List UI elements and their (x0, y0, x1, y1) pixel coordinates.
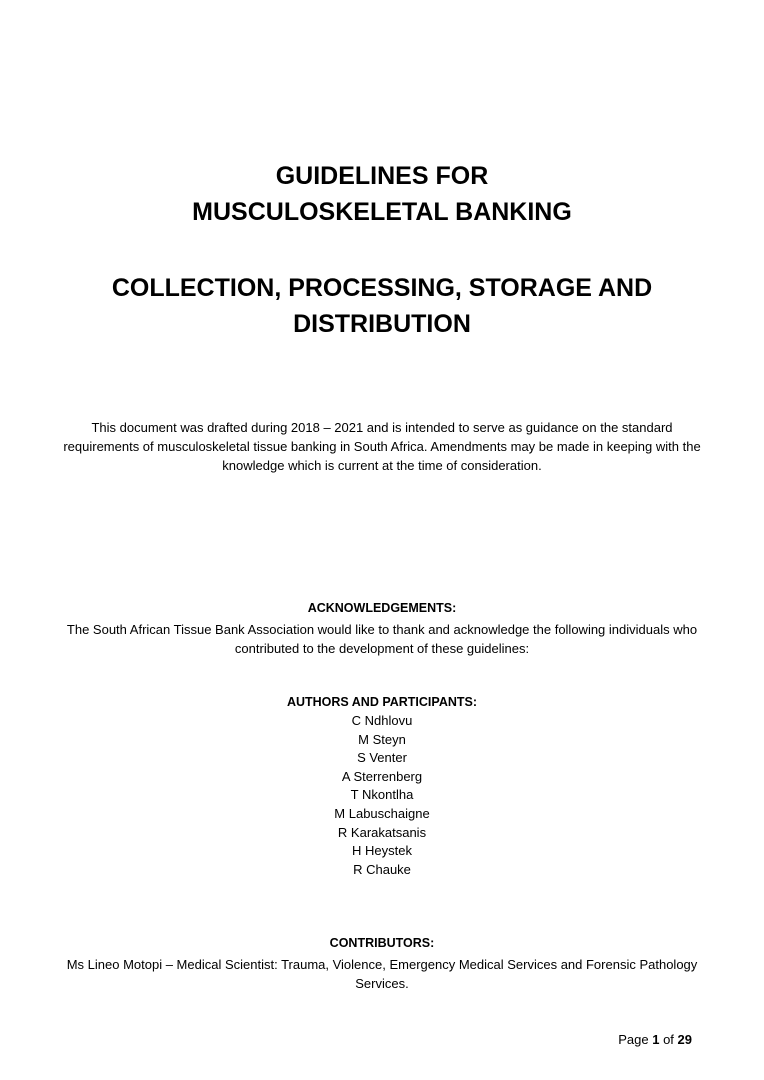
author-name: M Steyn (358, 731, 406, 747)
total-pages: 29 (677, 1032, 692, 1047)
page-number (618, 1031, 692, 1049)
current-page: 1 (652, 1032, 660, 1047)
author-name: A Sterrenberg (341, 768, 423, 784)
author-name: T Nkontlha (350, 787, 414, 803)
authors-heading: AUTHORS AND PARTICIPANTS: (286, 695, 478, 709)
author-name: R Chauke (353, 861, 411, 877)
of-label: of (663, 1032, 674, 1047)
subtitle-line-1: COLLECTION, PROCESSING, STORAGE AND (111, 274, 653, 302)
author-name: M Labuschaigne (334, 805, 430, 821)
document-title (0, 158, 764, 230)
contributors-heading: CONTRIBUTORS: (329, 936, 435, 950)
title-line-2: MUSCULOSKELETAL BANKING (192, 198, 572, 226)
acknowledgements-text: The South African Tissue Bank Association would like to thank and acknowledge the following individuals who contributed to the development of these guidelines: (66, 622, 698, 656)
author-name: H Heystek (352, 843, 412, 859)
author-name: C Ndhlovu (351, 713, 413, 728)
acknowledgements-heading: ACKNOWLEDGEMENTS: (307, 601, 457, 615)
author-name: R Karakatsanis (337, 824, 427, 840)
intro-paragraph: This document was drafted during 2018 – 2021 and is intended to serve as guidance on the standard requirements of musculoskeletal tissue banking in South Africa. Amendments may be made in keeping with the knowledge which is current at the time of consideration. (63, 420, 701, 473)
title-line-1: GUIDELINES FOR (275, 162, 489, 190)
subtitle-line-2: DISTRIBUTION (293, 310, 471, 338)
authors-list (0, 712, 764, 879)
author-name: S Venter (357, 750, 407, 766)
page-label: Page (618, 1032, 649, 1047)
document-subtitle (0, 270, 764, 342)
contributors-text: Ms Lineo Motopi – Medical Scientist: Trauma, Violence, Emergency Medical Services and Forensic Pathology Services. (66, 957, 698, 991)
